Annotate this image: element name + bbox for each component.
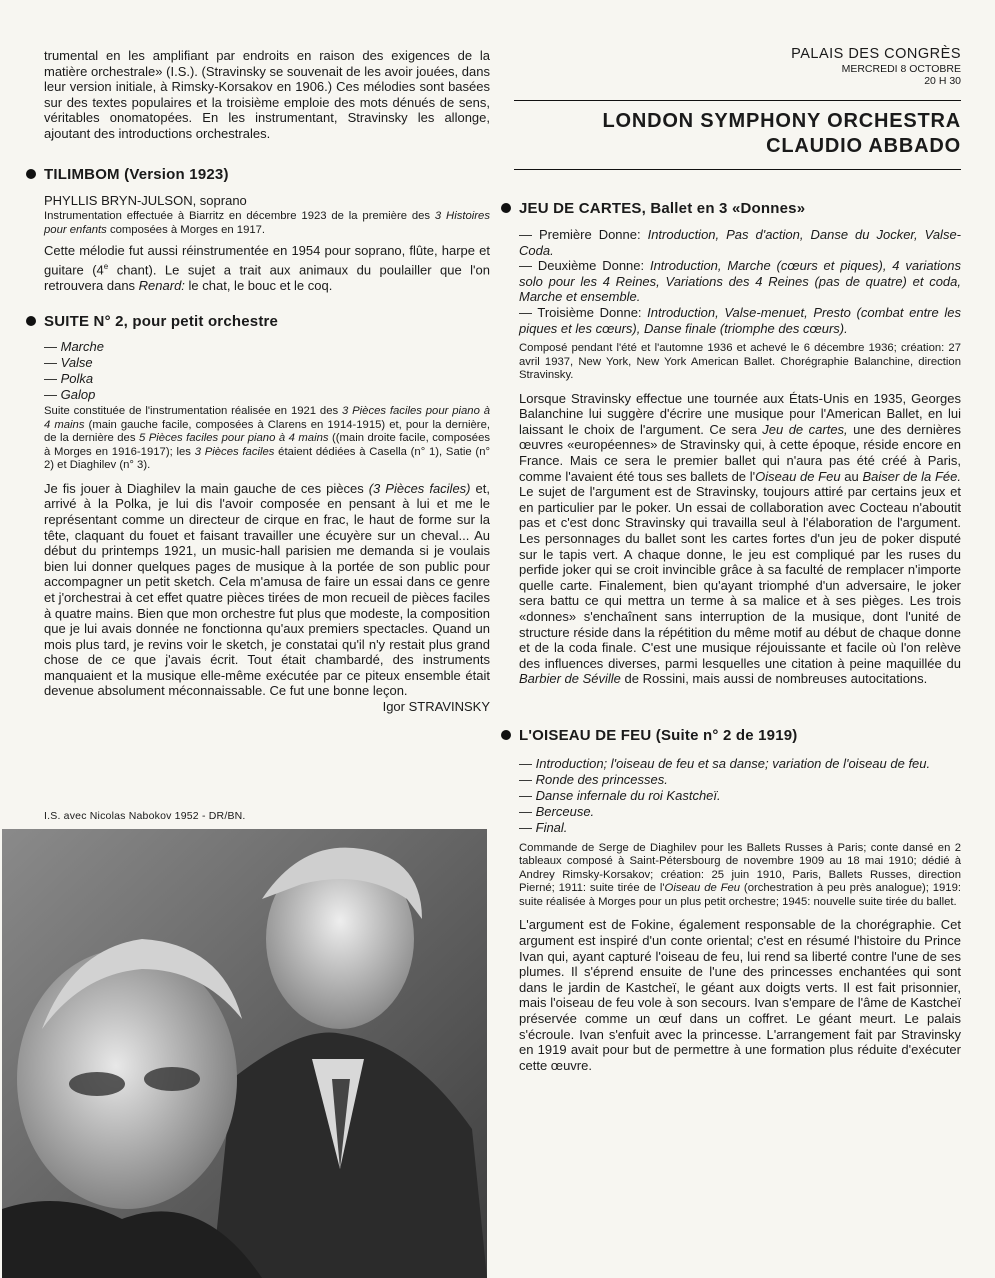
photo (2, 829, 487, 1278)
concert-date: MERCREDI 8 OCTOBRE (841, 63, 961, 75)
bullet-icon (26, 169, 36, 179)
list-item: — Troisième Donne: Introduction, Valse-menuet, Presto (combat entre les piques et les cœurs), Danse finale (triomphe des cœurs). (519, 304, 961, 336)
suite2-movement-list (44, 339, 490, 403)
tilimbom-heading: TILIMBOM (Version 1923) (44, 166, 490, 183)
list-item: — Danse infernale du roi Kastcheï. (519, 787, 721, 803)
photo-illustration (2, 829, 487, 1278)
list-item: — Valse (44, 355, 93, 371)
jeu-heading: JEU DE CARTES, Ballet en 3 «Donnes» (519, 200, 961, 217)
list-item: — Deuxième Donne: Introduction, Marche (cœurs et piques), 4 variations solo pour les 4 Reines, Variations des 4 Reines (pas de quatre) et coda, Marche et ensemble. (519, 258, 962, 305)
oiseau-heading: L'OISEAU DE FEU (Suite n° 2 de 1919) (519, 727, 961, 744)
list-item: — Marche (44, 339, 104, 355)
list-item: — Introduction; l'oiseau de feu et sa danse; variation de l'oiseau de feu. (519, 755, 931, 771)
right-column (519, 0, 961, 1073)
list-item: — Galop (44, 387, 96, 403)
tilimbom-note: Instrumentation effectuée à Biarritz en décembre 1923 de la première des 3 Histoires pour enfants composées à Morges en 1917. (44, 210, 490, 236)
jeu-note: Composé pendant l'été et l'automne 1936 et achevé le 6 décembre 1936; création: 27 avril 1937, New York, New York American Ballet. Chorégraphie Balanchine, direction Stravinsky. (519, 342, 961, 382)
header-rule-bottom (514, 169, 961, 170)
list-item: — Première Donne: Introduction, Pas d'action, Danse du Jocker, Valse-Coda. (519, 227, 961, 258)
intro-paragraph: trumental en les amplifiant par endroits en raison des exigences de la matière orchestrale» (I.S.). (Stravinsky se souvenait de les avoir jouées, dans leur version initiale, à Rimsky-Korsakov en 1906.) Ces mélodies sont basées sur des textes populaires et la troisième emploie des mots dénués de sens, véritables onomatopées. En les instrumentant, Stravinsky les allonge, ajoutant des introductions orchestrales. (44, 48, 490, 141)
stravinsky-quote: Je fis jouer à Diaghilev la main gauche de ces pièces (3 Pièces faciles) et, arrivé à la Polka, je lui dis l'avoir composée en pensant à lui et me le représentant comme un directeur de cirque en frac, le haut de forme sur la tête, claquant du fouet et faisant travailler une écuyère sur un cheval... Au début du printemps 1921, un music-hall parisien me demanda si je voulais bien lui donner quelques pages de musique à la portée de son public pour accompagner un petit sketch. Cela m'amusa de faire un essai dans ce genre et j'orchestrai à cet effet quatre pièces tirées de mon recueil de pièces faciles à quatre mains. Bien que mon orchestre fut plus que modeste, la composition que je lui avais donnée ne fonctionna qu'aux premiers spectacles. Quand un mois plus tard, je revins voir le sketch, je constatai qu'il n'y restait plus grand chose de ce que j'avais écrit. Tout était chambardé, des instruments manquaient et la musique elle-même exécutée par ce piteux ensemble était devenue absolument méconnaissable. Ce fut une bonne leçon. (44, 480, 490, 699)
performers-title (519, 109, 961, 159)
tilimbom-text: Cette mélodie fut aussi réinstrumentée en 1954 pour soprano, flûte, harpe et guitare (4e chant). Le sujet a trait aux animaux du poulailler que l'on retrouvera dans Renard: le chat, le bouc et le coq. (44, 243, 491, 293)
concert-header (519, 46, 961, 87)
bullet-icon (501, 203, 511, 213)
venue: PALAIS DES CONGRÈS (791, 46, 961, 62)
tilimbom-performer: PHYLLIS BRYN-JULSON, soprano (44, 192, 247, 208)
oiseau-note: Commande de Serge de Diaghilev pour les Ballets Russes à Paris; conte dansé en 2 tableaux composé à Saint-Pétersbourg de novembre 1909 au 18 mai 1910; dédié à Andrey Rimsky-Korsakov; création: 25 juin 1910, Paris, Ballets Russes, direction Pierné; 1911: suite tirée de l'Oiseau de Feu (orchestration à peu près analogue); 1919: suite réalisée à Morges pour un plus petit orchestre; 1945: nouvelle suite tirée du ballet. (519, 841, 961, 908)
list-item: — Ronde des princesses. (519, 771, 668, 787)
oiseau-movement-list (519, 756, 961, 836)
left-column (44, 0, 490, 714)
orchestra-name: LONDON SYMPHONY ORCHESTRA (602, 110, 961, 132)
suite2-note: Suite constituée de l'instrumentation réalisée en 1921 des 3 Pièces faciles pour piano à 4 mains (main gauche facile, composées à Clarens en 1914-1915) et, pour la dernière, de la dernière des 5 Pièces faciles pour piano à 4 mains ((main droite facile, composées à Morges en 1916-1917); les 3 Pièces faciles étaient dédiées à Casella (n° 1), Satie (n° 2) et Diaghilev (n° 3). (44, 405, 490, 472)
jeu-donnes (519, 227, 961, 336)
photo-caption: I.S. avec Nicolas Nabokov 1952 - DR/BN. (44, 810, 246, 822)
conductor-name: CLAUDIO ABBADO (766, 135, 961, 157)
header-rule (514, 100, 961, 101)
suite2-heading: SUITE N° 2, pour petit orchestre (44, 313, 490, 330)
list-item: — Polka (44, 371, 94, 387)
jeu-text: Lorsque Stravinsky effectue une tournée aux États-Unis en 1935, Georges Balanchine lui suggère d'écrire une musique pour l'American Ballet, en lui laissant le choix de l'argument. Ce sera Jeu de cartes, une des dernières œuvres «européennes» de Stravinsky qui, à cette époque, réside encore en France. Mais ce sera le premier ballet qui n'aura pas été créé à Paris, comme l'avaient été tous ses ballets de l'Oiseau de Feu au Baiser de la Fée. Le sujet de l'argument est de Stravinsky, toujours attiré par certains jeux et en particulier par le poker. Un essai de collaboration avec Cocteau n'aboutit pas et c'est donc Stravinsky qui travailla seul à l'élaboration de l'argument. Les personnages du ballet sont les cartes fortes d'un jeu de poker disputé sur le tapis vert. A chaque donne, le jeu est compliqué par les ruses du perfide joker qui se croit invincible grâce à sa faculté de remplacer n'importe quelle carte. Finalement, bien qu'ayant triomphé d'un adversaire, le joker sera battu ce qui mettra un terme à sa malice et à ses pièges. Les trois «donnes» s'enchaînent sans interruption de la musique, dont l'unité de structure réside dans la répétition du même motif au début de chaque donne et de la coda finale. C'est une musique réjouissante et facile où l'on relève des influences diverses, parmi lesquelles une citation à peine maquillée du Barbier de Séville de Rossini, mais aussi de nombreuses autocitations. (519, 390, 961, 687)
oiseau-text: L'argument est de Fokine, également responsable de la chorégraphie. Cet argument est inspiré d'un conte oriental; c'est en résumé l'histoire du Prince Ivan qui, ayant capturé l'oiseau de feu, lui rend sa liberté contre l'une de ses plumes. Il s'éprend ensuite de l'une des princesses enchantées qui sont dans le jardin de Kastcheï, le géant aux doigts verts. Il est fait prisonnier, mais l'oiseau de feu vole à son secours. Ivan s'empare de l'âme de Kastcheï préservée comme un œuf dans un coffret. Le géant meurt. Le palais s'écroule. Ivan s'enfuit avec la princesse. L'arrangement fait par Stravinsky en 1919 avait pour but de permettre à une formation plus réduite d'exécuter cette œuvre. (519, 917, 961, 1073)
bullet-icon (26, 316, 36, 326)
quote-signature: Igor STRAVINSKY (382, 699, 490, 715)
concert-time: 20 H 30 (924, 75, 961, 87)
list-item: — Final. (519, 819, 568, 835)
bullet-icon (501, 730, 511, 740)
list-item: — Berceuse. (519, 803, 595, 819)
